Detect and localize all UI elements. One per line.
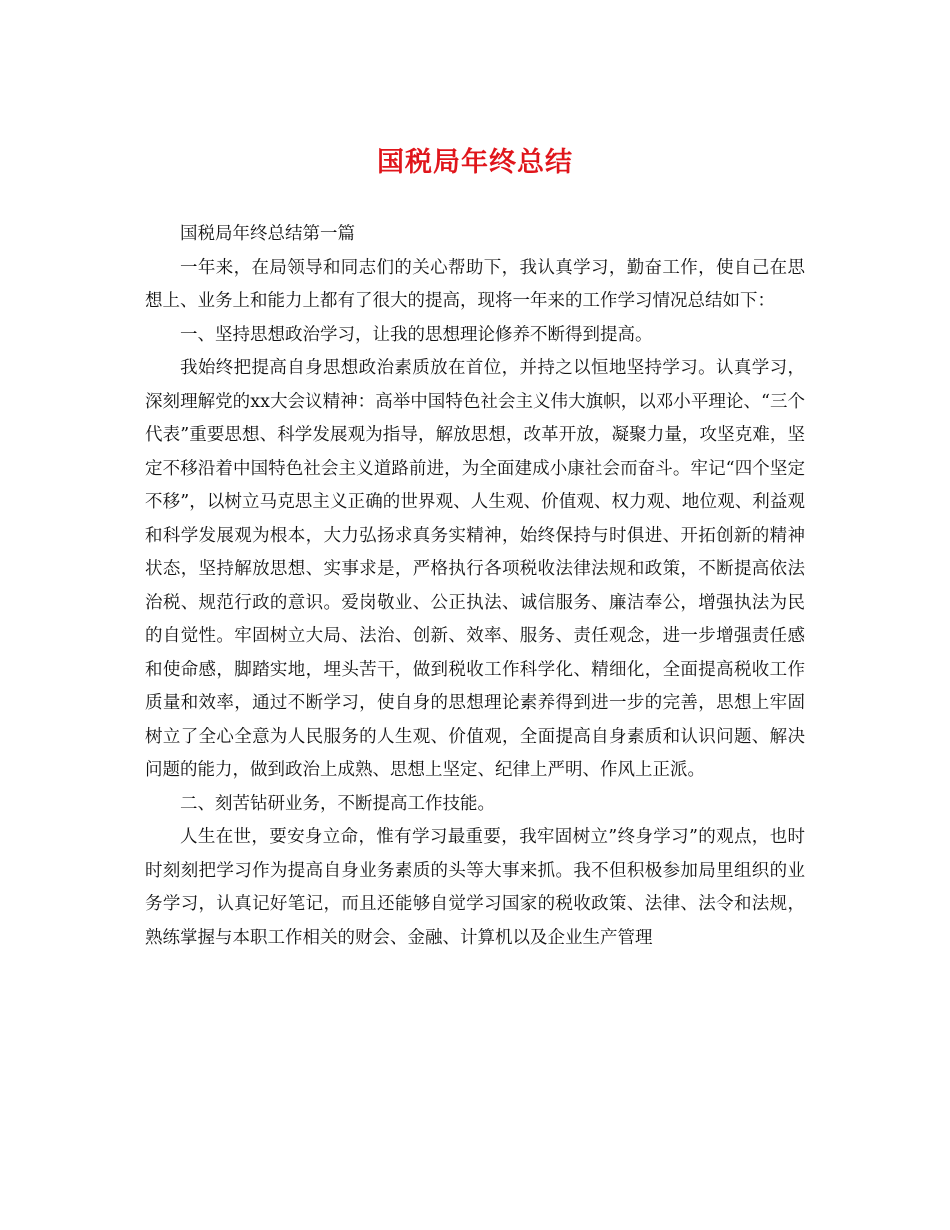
body-paragraph: 一年来，在局领导和同志们的关心帮助下，我认真学习，勤奋工作，使自己在思想上、业务上和能力上都有了很大的提高，现将一年来的工作学习情况总结如下： — [145, 257, 805, 311]
section-heading: 国税局年终总结第一篇 — [180, 224, 355, 244]
section-heading: 二、刻苦钻研业务，不断提高工作技能。 — [180, 793, 495, 814]
document-title: 国税局年终总结 — [377, 147, 573, 178]
body-paragraph: 我始终把提高自身思想政治素质放在首位，并持之以恒地坚持学习。认真学习，深刻理解党的xx大会议精神：高举中国特色社会主义伟大旗帜，以邓小平理论、“三个代表”重要思想、科学发展观为指导，解放思想，改革开放，凝聚力量，攻坚克难，坚定不移沿着中国特色社会主义道路前进，为全面建成小康社会而奋斗。牢记“四个坚定不移”，以树立马克思主义正确的世界观、人生观、价值观、权力观、地位观、利益观和科学发展观为根本，大力弘扬求真务实精神，始终保持与时俱进、开拓创新的精神状态，坚持解放思想、实事求是，严格执行各项税收法律法规和政策，不断提高依法治税、规范行政的意识。爱岗敬业、公正执法、诚信服务、廉洁奉公，增强执法为民的自觉性。牢固树立大局、法治、创新、效率、服务、责任观念，进一步增强责任感和使命感，脚踏实地，埋头苦干，做到税收工作科学化、精细化，全面提高税收工作质量和效率，通过不断学习，使自身的思想理论素养得到进一步的完善，思想上牢固树立了全心全意为人民服务的人生观、价值观，全面提高自身素质和认识问题、解决问题的能力，做到政治上成熟、思想上坚定、纪律上严明、作风上正派。 — [145, 358, 805, 780]
section-heading: 一、坚持思想政治学习，让我的思想理论修养不断得到提高。 — [180, 324, 653, 345]
document-body — [145, 218, 805, 955]
body-paragraph: 人生在世，要安身立命，惟有学习最重要，我牢固树立”终身学习”的观点，也时时刻刻把学习作为提高自身业务素质的头等大事来抓。我不但积极参加局里组织的业务学习，认真记好笔记，而且还能够自觉学习国家的税收政策、法律、法令和法规，熟练掌握与本职工作相关的财会、金融、计算机以及企业生产管理 — [145, 827, 805, 948]
